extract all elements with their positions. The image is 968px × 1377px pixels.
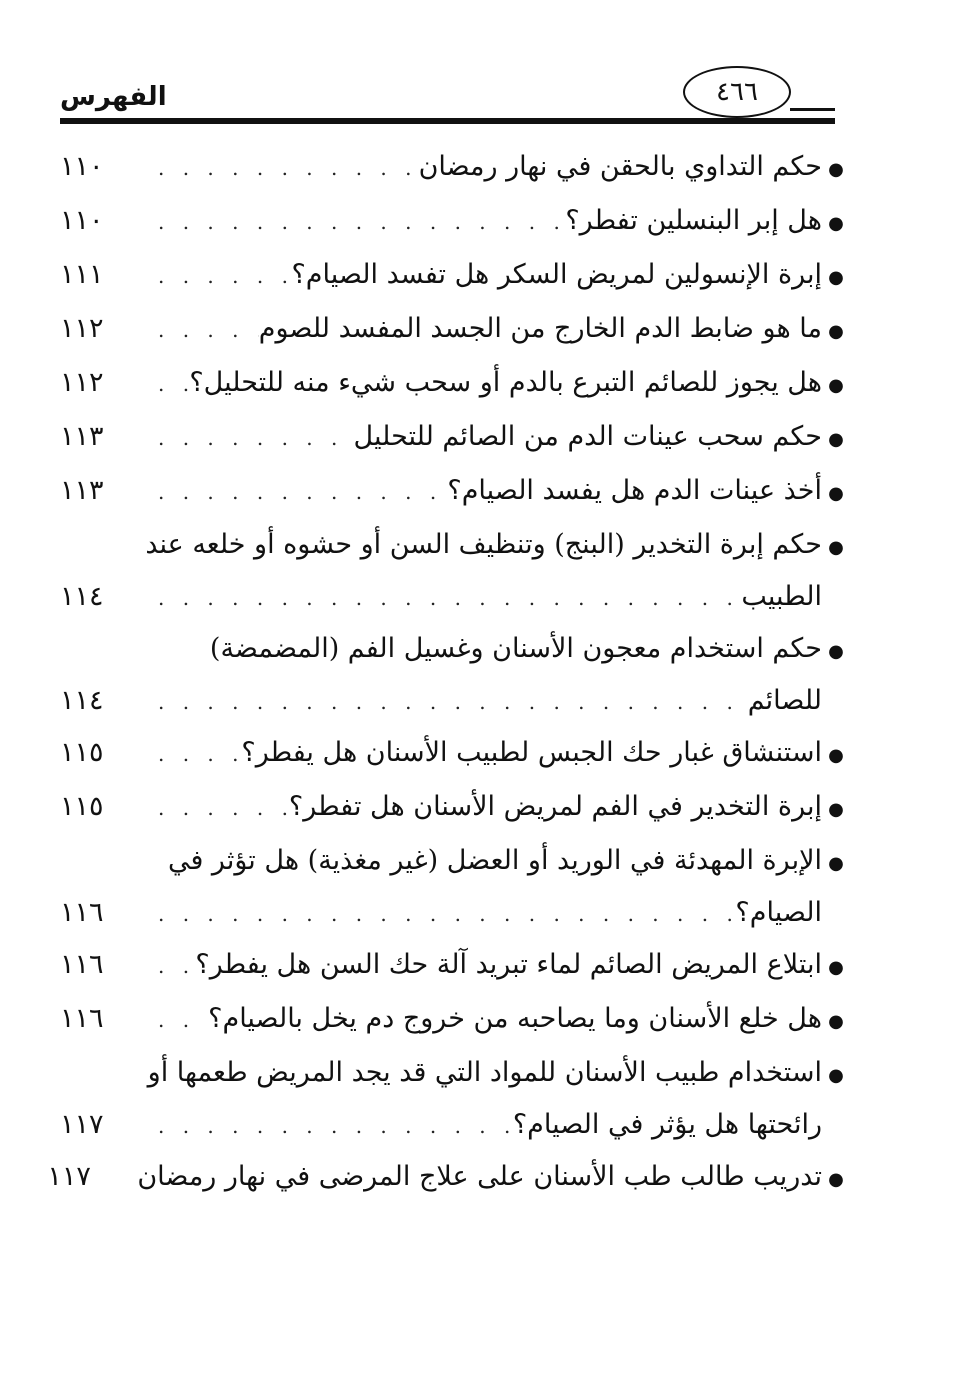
header-rule-thin: [790, 108, 835, 111]
toc-page-number: ١١٠: [60, 205, 104, 236]
toc-entry-line: [47, 1150, 850, 1204]
toc-entry-title: الصيام؟: [735, 897, 822, 928]
toc-entry-title: هل يجوز للصائم التبرع بالدم أو سحب شيء منه للتحليل؟: [189, 367, 822, 398]
toc-page-number: ١١٦: [60, 897, 104, 928]
bullet-icon: ●: [828, 159, 844, 180]
toc-entry-title: استخدام طبيب الأسنان للمواد التي قد يجد المريض طعمها أو: [147, 1057, 822, 1088]
toc-entry-line: [60, 992, 850, 1046]
toc-entry-continuation: [60, 676, 850, 726]
toc-entry: [60, 992, 850, 1046]
bullet-icon: ●: [828, 957, 844, 978]
dot-leader: [150, 993, 208, 1047]
toc-entry: [60, 518, 850, 622]
toc-entry-title: إبرة الإنسولين لمريض السكر هل تفسد الصيام؟: [291, 259, 822, 290]
toc-entry-continuation: [60, 572, 850, 622]
bullet-icon: ●: [828, 321, 844, 342]
toc-entry-line: [60, 938, 850, 992]
toc-entry-title: أخذ عينات الدم هل يفسد الصيام؟: [447, 475, 822, 506]
toc-entry: [60, 140, 850, 194]
toc-entry: [60, 1046, 850, 1150]
bullet-icon: ●: [828, 267, 844, 288]
toc-page-number: ١١٥: [60, 791, 104, 822]
dot-leader: [150, 411, 354, 465]
toc-page-number: ١١١: [60, 259, 104, 290]
toc-page-number: ١١٦: [60, 949, 104, 980]
toc-page-number: ١١٧: [60, 1109, 104, 1140]
toc-entry: [60, 356, 850, 410]
toc-entry-title: ما هو ضابط الدم الخارج من الجسد المفسد للصوم: [258, 313, 822, 344]
toc-entry-title: الطبيب: [741, 581, 822, 612]
toc-page-number: ١١٣: [60, 475, 104, 506]
toc-entry-line: [60, 140, 850, 194]
bullet-icon: ●: [828, 641, 844, 662]
toc-entry-title: هل إبر البنسلين تفطر؟: [565, 205, 822, 236]
dot-leader: [150, 357, 189, 411]
toc-page-number: ١١٤: [60, 581, 104, 612]
dot-leader: [150, 889, 735, 939]
bullet-icon: ●: [828, 853, 844, 874]
dot-leader: [150, 677, 748, 727]
toc-entry-title: هل خلع الأسنان وما يصاحبه من خروج دم يخل بالصيام؟: [208, 1003, 822, 1034]
toc-entry-line: [60, 302, 850, 356]
toc-entry: [47, 1150, 850, 1204]
toc-entry-line: [60, 194, 850, 248]
toc-entry-title: الإبرة المهدئة في الوريد أو العضل (غير مغذية) هل تؤثر في: [167, 845, 822, 876]
toc-entry: [60, 938, 850, 992]
toc-entry-line: [60, 410, 850, 464]
toc-page-number: ١١٢: [60, 367, 104, 398]
toc-page-number: ١١٥: [60, 737, 104, 768]
dot-leader: [150, 249, 291, 303]
toc-entry-line: [60, 356, 850, 410]
toc-entry-title: رائحتها هل يؤثر في الصيام؟: [512, 1109, 822, 1140]
toc-entry: [60, 726, 850, 780]
toc-entry-line: [60, 248, 850, 302]
dot-leader: [150, 939, 195, 993]
page-number-text: ٤٦٦: [716, 77, 758, 107]
toc-entry-title: إبرة التخدير في الفم لمريض الأسنان هل تفطر؟: [288, 791, 822, 822]
toc-entry-continuation: [60, 1100, 850, 1150]
toc-page-number: ١١٠: [60, 151, 104, 182]
toc-page-number: ١١٤: [60, 685, 104, 716]
toc-entry-continuation: [60, 888, 850, 938]
toc-page-number: ١١٣: [60, 421, 104, 452]
toc-entry: [60, 302, 850, 356]
table-of-contents: [47, 140, 850, 1204]
toc-entry: [60, 622, 850, 726]
bullet-icon: ●: [828, 1169, 844, 1190]
toc-entry-line: [60, 726, 850, 780]
index-heading: الفهرس: [60, 82, 167, 112]
toc-entry-title: حكم استخدام معجون الأسنان وغسيل الفم (المضمضة): [209, 633, 822, 664]
dot-leader: [150, 1101, 513, 1151]
bullet-icon: ●: [828, 213, 844, 234]
header-rule: [60, 118, 835, 124]
bullet-icon: ●: [828, 1065, 844, 1086]
dot-leader: [150, 573, 741, 623]
toc-entry-line: [60, 1046, 850, 1100]
toc-entry: [60, 410, 850, 464]
toc-entry: [60, 464, 850, 518]
dot-leader: [150, 195, 565, 249]
toc-entry-line: [60, 518, 850, 572]
dot-leader: [150, 727, 241, 781]
toc-entry-title: حكم التداوي بالحقن في نهار رمضان: [418, 151, 822, 182]
toc-entry-title: تدريب طالب طب الأسنان على علاج المرضى في نهار رمضان: [137, 1161, 822, 1192]
toc-entry-title: حكم إبرة التخدير (البنج) وتنظيف السن أو حشوه أو خلعه عند: [145, 529, 822, 560]
dot-leader: [150, 781, 289, 835]
toc-entry-line: [60, 834, 850, 888]
bullet-icon: ●: [828, 429, 844, 450]
bullet-icon: ●: [828, 375, 844, 396]
toc-entry-line: [60, 780, 850, 834]
toc-entry-line: [60, 464, 850, 518]
bullet-icon: ●: [828, 745, 844, 766]
toc-entry: [60, 194, 850, 248]
toc-page-number: ١١٢: [60, 313, 104, 344]
toc-entry-line: [60, 622, 850, 676]
dot-leader: [150, 465, 447, 519]
toc-entry-title: ابتلاع المريض الصائم لماء تبريد آلة حك السن هل يفطر؟: [195, 949, 822, 980]
bullet-icon: ●: [828, 1011, 844, 1032]
bullet-icon: ●: [828, 483, 844, 504]
bullet-icon: ●: [828, 537, 844, 558]
toc-entry-title: استنشاق غبار حك الجبس لطبيب الأسنان هل يفطر؟: [241, 737, 822, 768]
toc-entry: [60, 780, 850, 834]
toc-page-number: ١١٧: [47, 1161, 91, 1192]
toc-entry-title: حكم سحب عينات الدم من الصائم للتحليل: [353, 421, 822, 452]
dot-leader: [150, 303, 259, 357]
dot-leader: [150, 141, 419, 195]
toc-entry: [60, 834, 850, 938]
toc-page-number: ١١٦: [60, 1003, 104, 1034]
toc-entry: [60, 248, 850, 302]
page-number: [683, 66, 791, 118]
toc-entry-title: للصائم: [747, 685, 822, 716]
bullet-icon: ●: [828, 799, 844, 820]
